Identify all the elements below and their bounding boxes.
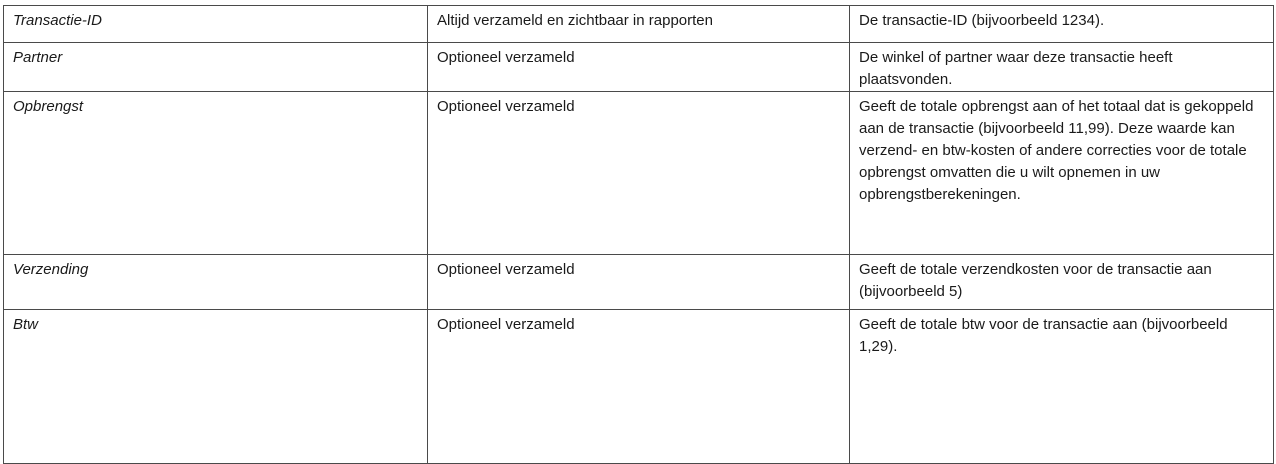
field-name-cell: Partner xyxy=(4,43,428,92)
field-name-cell: Opbrengst xyxy=(4,92,428,255)
table-row xyxy=(4,255,1274,310)
collection-cell: Altijd verzameld en zichtbaar in rapporten xyxy=(428,6,850,43)
description-cell: Geeft de totale btw voor de transactie aan (bijvoorbeeld 1,29). xyxy=(850,310,1274,464)
table-row xyxy=(4,43,1274,92)
collection-cell: Optioneel verzameld xyxy=(428,43,850,92)
field-name-cell: Transactie-ID xyxy=(4,6,428,43)
description-cell: Geeft de totale opbrengst aan of het totaal dat is gekoppeld aan de transactie (bijvoorbeeld 11,99). Deze waarde kan verzend- en btw-kosten of andere correcties voor de totale opbrengst omvatten die u wilt opnemen in uw opbrengstberekeningen. xyxy=(850,92,1274,255)
description-cell: Geeft de totale verzendkosten voor de transactie aan (bijvoorbeeld 5) xyxy=(850,255,1274,310)
description-cell: De winkel of partner waar deze transactie heeft plaatsvonden. xyxy=(850,43,1274,92)
table-row xyxy=(4,310,1274,464)
table-row xyxy=(4,92,1274,255)
transaction-fields-table xyxy=(3,5,1274,464)
description-cell: De transactie-ID (bijvoorbeeld 1234). xyxy=(850,6,1274,43)
field-name-cell: Verzending xyxy=(4,255,428,310)
collection-cell: Optioneel verzameld xyxy=(428,255,850,310)
collection-cell: Optioneel verzameld xyxy=(428,92,850,255)
collection-cell: Optioneel verzameld xyxy=(428,310,850,464)
table-row xyxy=(4,6,1274,43)
field-name-cell: Btw xyxy=(4,310,428,464)
